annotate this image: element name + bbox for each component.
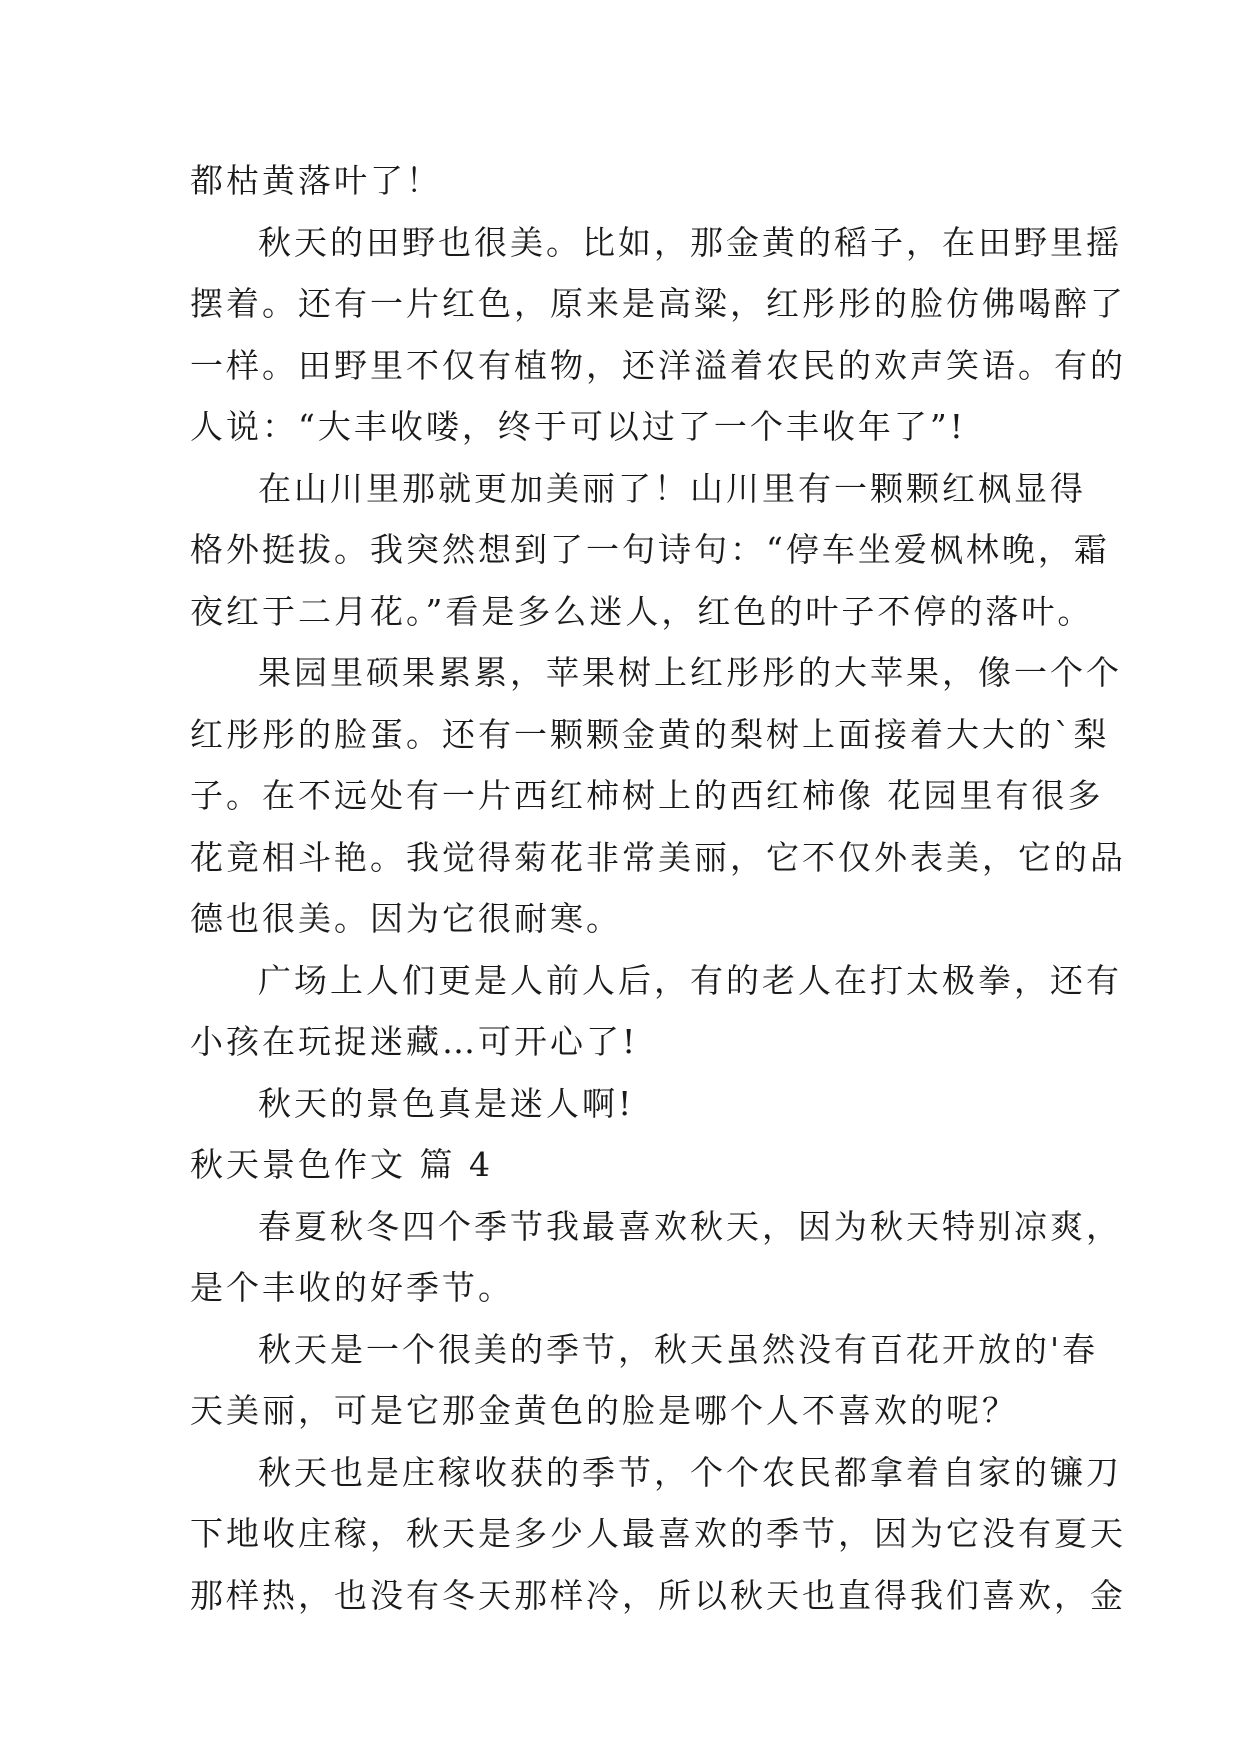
text-line: 红彤彤的脸蛋。还有一颗颗金黄的梨树上面接着大大的`梨 bbox=[190, 714, 1110, 754]
paragraph-start: 在山川里那就更加美丽了！山川里有一颗颗红枫显得 bbox=[258, 468, 1086, 508]
text-line: 是个丰收的好季节。 bbox=[190, 1268, 514, 1307]
text-line: 摆着。还有一片红色，原来是高粱，红彤彤的脸仿佛喝醉了 bbox=[190, 284, 1126, 323]
text-line: 德也很美。因为它很耐寒。 bbox=[190, 899, 622, 938]
text-line: 人说：“大丰收喽，终于可以过了一个丰收年了”! bbox=[190, 407, 967, 446]
paragraph-start: 秋天的景色真是迷人啊! bbox=[258, 1083, 635, 1123]
section-heading: 秋天景色作文 篇 4 bbox=[190, 1145, 493, 1184]
text-line: 一样。田野里不仅有植物，还洋溢着农民的欢声笑语。有的 bbox=[190, 345, 1126, 385]
text-line: 格外挺拔。我突然想到了一句诗句：“停车坐爱枫林晚，霜 bbox=[190, 530, 1110, 569]
text-line: 夜红于二月花。”看是多么迷人，红色的叶子不停的落叶。 bbox=[190, 591, 1094, 631]
text-line: 天美丽，可是它那金黄色的脸是哪个人不喜欢的呢？ bbox=[190, 1391, 1018, 1430]
paragraph-start: 春夏秋冬四个季节我最喜欢秋天，因为秋天特别凉爽， bbox=[258, 1206, 1122, 1246]
text-line: 子。在不远处有一片西红柿树上的西红柿像 花园里有很多 bbox=[190, 776, 1104, 815]
paragraph-start: 秋天的田野也很美。比如，那金黄的稻子，在田野里摇 bbox=[258, 222, 1122, 262]
paragraph-start: 果园里硕果累累，苹果树上红彤彤的大苹果，像一个个 bbox=[258, 653, 1122, 692]
paragraph-start: 广场上人们更是人前人后，有的老人在打太极拳，还有 bbox=[258, 960, 1122, 1000]
paragraph-start: 秋天是一个很美的季节，秋天虽然没有百花开放的'春 bbox=[258, 1329, 1099, 1369]
text-line: 那样热，也没有冬天那样冷，所以秋天也直得我们喜欢，金 bbox=[190, 1575, 1126, 1615]
text-line: 花竟相斗艳。我觉得菊花非常美丽，它不仅外表美，它的品 bbox=[190, 837, 1126, 877]
text-line: 小孩在玩捉迷藏…可开心了! bbox=[190, 1022, 639, 1061]
essay-text bbox=[190, 150, 1126, 1626]
text-line: 下地收庄稼，秋天是多少人最喜欢的季节，因为它没有夏天 bbox=[190, 1514, 1126, 1553]
paragraph-start: 秋天也是庄稼收获的季节，个个农民都拿着自家的镰刀 bbox=[258, 1452, 1122, 1492]
text-line: 都枯黄落叶了！ bbox=[190, 161, 442, 200]
